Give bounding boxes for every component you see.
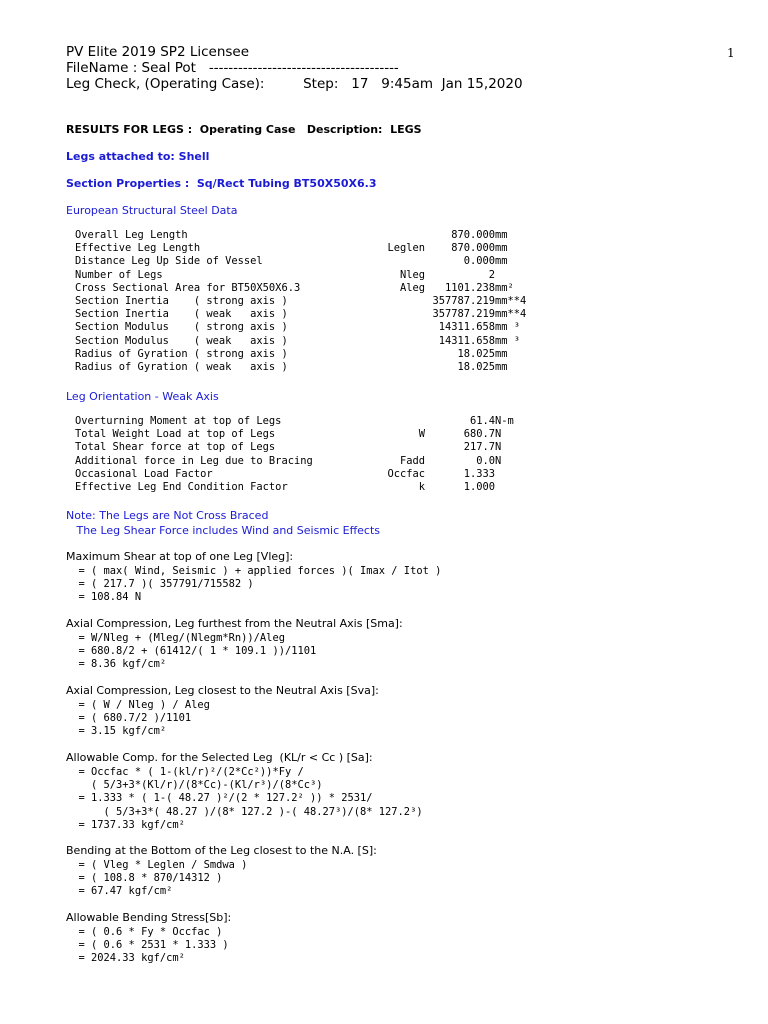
- row-unit: mm²: [495, 281, 514, 294]
- note-shear-effects: The Leg Shear Force includes Wind and Seismic Effects: [66, 524, 381, 537]
- row-label: Radius of Gyration ( strong axis ): [75, 347, 288, 360]
- calc-line: = 1737.33 kgf/cm²: [66, 818, 185, 831]
- table-row: [75, 361, 765, 374]
- row-value: 18.025: [457, 347, 495, 360]
- row-unit: N: [495, 441, 502, 454]
- calc-line: = 8.36 kgf/cm²: [66, 658, 167, 671]
- results-title: RESULTS FOR LEGS : Operating Case Description: LEGS: [66, 123, 422, 136]
- case-line: Leg Check, (Operating Case): Step: 17 9:45am Jan 15,2020: [66, 76, 523, 92]
- calc-allowable-sa: [66, 751, 423, 832]
- table-row: [75, 242, 765, 255]
- row-symbol: Nleg: [399, 268, 425, 281]
- orientation-title: Leg Orientation - Weak Axis: [66, 390, 219, 403]
- table-row: [75, 321, 765, 334]
- table-row: [75, 481, 765, 494]
- calc-line: ( 5/3+3*( 48.27 )/(8* 127.2 )-( 48.27³)/(8* 127.2³): [66, 805, 423, 818]
- calc-line: = 680.8/2 + (61412/( 1 * 109.1 ))/1101: [66, 645, 317, 658]
- section-properties: Section Properties : Sq/Rect Tubing BT50X50X6.3: [66, 177, 377, 190]
- row-symbol: Fadd: [399, 454, 425, 467]
- row-label: Overturning Moment at top of Legs: [75, 415, 282, 427]
- row-value: 870.000: [451, 242, 495, 255]
- row-value: 1.000: [463, 480, 495, 493]
- steel-data-title: European Structural Steel Data: [66, 204, 238, 217]
- row-unit: N: [495, 428, 502, 441]
- row-value: 61.4: [469, 415, 495, 427]
- row-value: 680.7: [463, 428, 495, 441]
- row-label: Occasional Load Factor: [75, 467, 213, 480]
- calc-line: = W/Nleg + (Mleg/(Nlegm*Rn))/Aleg: [66, 632, 285, 644]
- row-value: 357787.219: [432, 308, 495, 321]
- table-row: [75, 229, 765, 242]
- legs-attached: Legs attached to: Shell: [66, 150, 210, 163]
- row-value: 1.333: [463, 467, 495, 480]
- calc-axial-sma: [66, 617, 403, 672]
- calc-line: = ( max( Wind, Seismic ) + applied forces )( Imax / Itot ): [66, 565, 442, 577]
- calc-line: = ( 680.7/2 )/1101: [66, 712, 192, 725]
- row-unit: mm: [495, 255, 508, 268]
- calc-line: ( 5/3+3*(Kl/r)/(8*Cc)-(Kl/r³)/(8*Cc³): [66, 779, 323, 792]
- table-row: [75, 269, 765, 282]
- row-label: Radius of Gyration ( weak axis ): [75, 360, 288, 373]
- table-row: [75, 455, 765, 468]
- row-unit: mm: [495, 229, 508, 241]
- calc-title: Axial Compression, Leg furthest from the Neutral Axis [Sma]:: [66, 617, 403, 630]
- calc-allowable-sb: [66, 911, 231, 966]
- calc-title: Maximum Shear at top of one Leg [Vleg]:: [66, 550, 294, 563]
- note-not-braced: Note: The Legs are Not Cross Braced: [66, 509, 269, 522]
- calc-line: = ( 0.6 * 2531 * 1.333 ): [66, 939, 229, 952]
- row-label: Total Weight Load at top of Legs: [75, 428, 276, 441]
- table-row: [75, 348, 765, 361]
- calc-line: = ( 108.8 * 870/14312 ): [66, 872, 223, 885]
- table-row: [75, 441, 765, 454]
- table-row: [75, 255, 765, 268]
- row-symbol: W: [418, 428, 425, 441]
- row-label: Total Shear force at top of Legs: [75, 441, 276, 454]
- calc-bending-s: [66, 844, 377, 899]
- row-label: Cross Sectional Area for BT50X50X6.3: [75, 281, 301, 294]
- table-row: [75, 468, 765, 481]
- row-unit: mm: [495, 347, 508, 360]
- row-unit: mm ³: [495, 334, 521, 347]
- row-unit: mm: [495, 242, 508, 255]
- calc-line: = 3.15 kgf/cm²: [66, 725, 167, 738]
- table-row: [75, 282, 765, 295]
- section-properties-table: [75, 229, 765, 374]
- table-row: [75, 335, 765, 348]
- row-unit: mm**4: [495, 308, 527, 321]
- calc-line: = 2024.33 kgf/cm²: [66, 952, 185, 965]
- row-value: 14311.658: [438, 334, 495, 347]
- calc-title: Axial Compression, Leg closest to the Neutral Axis [Sva]:: [66, 684, 379, 697]
- row-value: 18.025: [457, 360, 495, 373]
- row-label: Section Inertia ( weak axis ): [75, 308, 288, 321]
- calc-line: = ( 217.7 )( 357791/715582 ): [66, 578, 254, 591]
- row-value: 1101.238: [444, 281, 495, 294]
- page-number: 1: [727, 46, 735, 60]
- row-label: Effective Leg End Condition Factor: [75, 480, 288, 493]
- table-row: [75, 428, 765, 441]
- calc-max-shear: [66, 550, 441, 605]
- calc-line: = ( Vleg * Leglen / Smdwa ): [66, 859, 248, 871]
- table-row: [75, 308, 765, 321]
- row-value: 0.000: [463, 255, 495, 268]
- row-label: Effective Leg Length: [75, 242, 201, 255]
- row-unit: N-m: [495, 415, 514, 427]
- row-unit: N: [495, 454, 502, 467]
- calc-axial-sva: [66, 684, 379, 739]
- calc-line: = Occfac * ( 1-(kl/r)²/(2*Cc²))*Fy /: [66, 766, 304, 778]
- row-value: 217.7: [463, 441, 495, 454]
- load-table: [75, 415, 765, 494]
- row-value: 357787.219: [432, 294, 495, 307]
- row-symbol: Occfac: [387, 467, 425, 480]
- row-label: Number of Legs: [75, 268, 163, 281]
- row-label: Section Modulus ( strong axis ): [75, 321, 288, 334]
- row-unit: mm ³: [495, 321, 521, 334]
- calc-title: Allowable Comp. for the Selected Leg (KL/r < Cc ) [Sa]:: [66, 751, 373, 764]
- row-label: Section Modulus ( weak axis ): [75, 334, 288, 347]
- row-value: 2: [488, 268, 495, 281]
- calc-line: = 1.333 * ( 1-( 48.27 )²/(2 * 127.2² )) * 2531/: [66, 792, 373, 805]
- row-symbol: Leglen: [387, 242, 425, 255]
- row-symbol: Aleg: [399, 281, 425, 294]
- row-value: 14311.658: [438, 321, 495, 334]
- filename-line: FileName : Seal Pot ---------------------------------------: [66, 60, 399, 76]
- calc-line: = ( W / Nleg ) / Aleg: [66, 699, 210, 711]
- licensee-line: PV Elite 2019 SP2 Licensee: [66, 44, 250, 60]
- calc-line: = ( 0.6 * Fy * Occfac ): [66, 926, 223, 938]
- calc-title: Bending at the Bottom of the Leg closest to the N.A. [S]:: [66, 844, 377, 857]
- calc-line: = 67.47 kgf/cm²: [66, 885, 173, 898]
- row-label: Distance Leg Up Side of Vessel: [75, 255, 263, 268]
- row-label: Additional force in Leg due to Bracing: [75, 454, 313, 467]
- table-row: [75, 415, 765, 428]
- row-symbol: k: [418, 480, 425, 493]
- row-unit: mm**4: [495, 294, 527, 307]
- row-label: Overall Leg Length: [75, 229, 188, 241]
- row-unit: mm: [495, 360, 508, 373]
- row-value: 0.0: [476, 454, 495, 467]
- calc-title: Allowable Bending Stress[Sb]:: [66, 911, 232, 924]
- table-row: [75, 295, 765, 308]
- calc-line: = 108.84 N: [66, 591, 142, 604]
- row-value: 870.000: [451, 229, 495, 241]
- row-label: Section Inertia ( strong axis ): [75, 294, 288, 307]
